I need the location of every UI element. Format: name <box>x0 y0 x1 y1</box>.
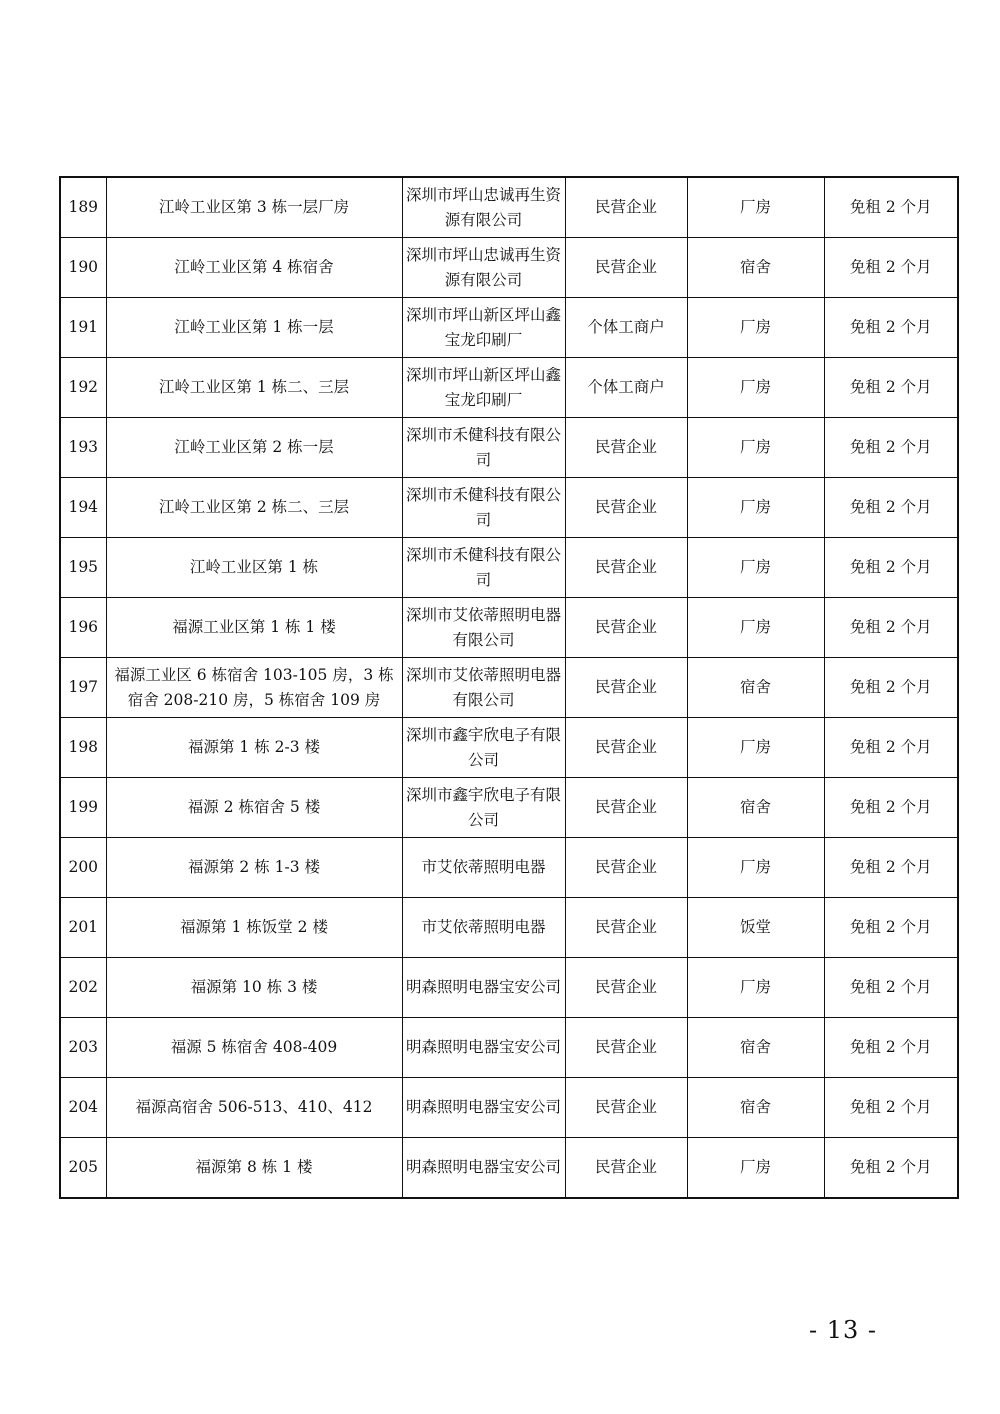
table-row <box>60 418 958 478</box>
cell-enterprise-type: 民营企业 <box>565 177 687 238</box>
cell-usage: 厂房 <box>687 718 824 778</box>
cell-tenant: 明森照明电器宝安公司 <box>402 958 565 1018</box>
cell-tenant: 明森照明电器宝安公司 <box>402 1018 565 1078</box>
cell-location: 江岭工业区第 1 栋一层 <box>106 298 402 358</box>
cell-location: 福源工业区 6 栋宿舍 103-105 房，3 栋宿舍 208-210 房，5 栋宿舍 109 房 <box>106 658 402 718</box>
cell-usage: 宿舍 <box>687 1078 824 1138</box>
cell-location: 福源第 8 栋 1 楼 <box>106 1138 402 1199</box>
cell-usage: 宿舍 <box>687 778 824 838</box>
table-row <box>60 598 958 658</box>
table-row <box>60 177 958 238</box>
cell-enterprise-type: 民营企业 <box>565 658 687 718</box>
cell-rent-relief: 免租 2 个月 <box>824 838 958 898</box>
cell-enterprise-type: 民营企业 <box>565 1018 687 1078</box>
cell-enterprise-type: 民营企业 <box>565 898 687 958</box>
cell-tenant: 深圳市坪山新区坪山鑫宝龙印刷厂 <box>402 358 565 418</box>
cell-usage: 厂房 <box>687 358 824 418</box>
table-row <box>60 238 958 298</box>
table-row <box>60 478 958 538</box>
cell-rent-relief: 免租 2 个月 <box>824 177 958 238</box>
cell-rent-relief: 免租 2 个月 <box>824 1078 958 1138</box>
table-row <box>60 538 958 598</box>
cell-number: 202 <box>60 958 106 1018</box>
cell-usage: 厂房 <box>687 598 824 658</box>
cell-tenant: 深圳市鑫宇欣电子有限公司 <box>402 778 565 838</box>
cell-number: 203 <box>60 1018 106 1078</box>
cell-number: 193 <box>60 418 106 478</box>
rent-relief-table <box>59 176 959 1199</box>
cell-usage: 厂房 <box>687 177 824 238</box>
table-body <box>60 177 958 1198</box>
cell-tenant: 深圳市禾健科技有限公司 <box>402 418 565 478</box>
table-row <box>60 898 958 958</box>
cell-rent-relief: 免租 2 个月 <box>824 598 958 658</box>
cell-number: 196 <box>60 598 106 658</box>
table-row <box>60 778 958 838</box>
cell-enterprise-type: 个体工商户 <box>565 298 687 358</box>
table-row <box>60 958 958 1018</box>
cell-usage: 厂房 <box>687 958 824 1018</box>
cell-rent-relief: 免租 2 个月 <box>824 898 958 958</box>
table-row <box>60 1138 958 1199</box>
cell-number: 201 <box>60 898 106 958</box>
cell-enterprise-type: 民营企业 <box>565 538 687 598</box>
table-row <box>60 718 958 778</box>
cell-tenant: 市艾依蒂照明电器 <box>402 898 565 958</box>
cell-number: 190 <box>60 238 106 298</box>
cell-tenant: 明森照明电器宝安公司 <box>402 1138 565 1199</box>
cell-location: 江岭工业区第 1 栋 <box>106 538 402 598</box>
cell-usage: 厂房 <box>687 1138 824 1199</box>
cell-location: 江岭工业区第 2 栋一层 <box>106 418 402 478</box>
cell-enterprise-type: 民营企业 <box>565 1078 687 1138</box>
cell-enterprise-type: 民营企业 <box>565 418 687 478</box>
cell-number: 191 <box>60 298 106 358</box>
cell-enterprise-type: 民营企业 <box>565 478 687 538</box>
table-row <box>60 1078 958 1138</box>
cell-tenant: 深圳市鑫宇欣电子有限公司 <box>402 718 565 778</box>
cell-usage: 宿舍 <box>687 238 824 298</box>
cell-location: 福源第 10 栋 3 楼 <box>106 958 402 1018</box>
cell-number: 204 <box>60 1078 106 1138</box>
cell-rent-relief: 免租 2 个月 <box>824 718 958 778</box>
cell-rent-relief: 免租 2 个月 <box>824 238 958 298</box>
cell-number: 198 <box>60 718 106 778</box>
cell-usage: 饭堂 <box>687 898 824 958</box>
cell-usage: 宿舍 <box>687 1018 824 1078</box>
cell-rent-relief: 免租 2 个月 <box>824 478 958 538</box>
cell-enterprise-type: 民营企业 <box>565 1138 687 1199</box>
cell-number: 197 <box>60 658 106 718</box>
cell-location: 江岭工业区第 1 栋二、三层 <box>106 358 402 418</box>
cell-number: 199 <box>60 778 106 838</box>
cell-location: 福源 2 栋宿舍 5 楼 <box>106 778 402 838</box>
cell-enterprise-type: 民营企业 <box>565 238 687 298</box>
cell-usage: 厂房 <box>687 838 824 898</box>
cell-usage: 厂房 <box>687 478 824 538</box>
table-row <box>60 358 958 418</box>
cell-location: 江岭工业区第 2 栋二、三层 <box>106 478 402 538</box>
cell-tenant: 深圳市坪山忠诚再生资源有限公司 <box>402 177 565 238</box>
cell-number: 205 <box>60 1138 106 1199</box>
cell-location: 福源第 2 栋 1-3 楼 <box>106 838 402 898</box>
cell-rent-relief: 免租 2 个月 <box>824 658 958 718</box>
cell-usage: 厂房 <box>687 298 824 358</box>
cell-rent-relief: 免租 2 个月 <box>824 1018 958 1078</box>
cell-rent-relief: 免租 2 个月 <box>824 358 958 418</box>
cell-enterprise-type: 民营企业 <box>565 718 687 778</box>
page-number: - 13 - <box>808 1316 877 1344</box>
cell-enterprise-type: 个体工商户 <box>565 358 687 418</box>
cell-tenant: 市艾依蒂照明电器 <box>402 838 565 898</box>
cell-tenant: 深圳市艾依蒂照明电器有限公司 <box>402 598 565 658</box>
cell-enterprise-type: 民营企业 <box>565 958 687 1018</box>
cell-tenant: 深圳市艾依蒂照明电器有限公司 <box>402 658 565 718</box>
cell-rent-relief: 免租 2 个月 <box>824 418 958 478</box>
cell-usage: 宿舍 <box>687 658 824 718</box>
cell-number: 200 <box>60 838 106 898</box>
cell-location: 福源第 1 栋饭堂 2 楼 <box>106 898 402 958</box>
table-row <box>60 658 958 718</box>
cell-enterprise-type: 民营企业 <box>565 778 687 838</box>
cell-location: 江岭工业区第 3 栋一层厂房 <box>106 177 402 238</box>
table-row <box>60 1018 958 1078</box>
cell-rent-relief: 免租 2 个月 <box>824 538 958 598</box>
cell-tenant: 明森照明电器宝安公司 <box>402 1078 565 1138</box>
cell-number: 192 <box>60 358 106 418</box>
table-row <box>60 838 958 898</box>
cell-usage: 厂房 <box>687 418 824 478</box>
cell-location: 福源 5 栋宿舍 408-409 <box>106 1018 402 1078</box>
cell-tenant: 深圳市坪山新区坪山鑫宝龙印刷厂 <box>402 298 565 358</box>
table-row <box>60 298 958 358</box>
cell-rent-relief: 免租 2 个月 <box>824 298 958 358</box>
cell-rent-relief: 免租 2 个月 <box>824 778 958 838</box>
cell-location: 福源工业区第 1 栋 1 楼 <box>106 598 402 658</box>
cell-rent-relief: 免租 2 个月 <box>824 958 958 1018</box>
cell-tenant: 深圳市禾健科技有限公司 <box>402 538 565 598</box>
cell-number: 194 <box>60 478 106 538</box>
cell-tenant: 深圳市坪山忠诚再生资源有限公司 <box>402 238 565 298</box>
cell-number: 195 <box>60 538 106 598</box>
cell-enterprise-type: 民营企业 <box>565 598 687 658</box>
cell-tenant: 深圳市禾健科技有限公司 <box>402 478 565 538</box>
cell-enterprise-type: 民营企业 <box>565 838 687 898</box>
cell-location: 江岭工业区第 4 栋宿舍 <box>106 238 402 298</box>
cell-location: 福源第 1 栋 2-3 楼 <box>106 718 402 778</box>
cell-location: 福源高宿舍 506-513、410、412 <box>106 1078 402 1138</box>
cell-rent-relief: 免租 2 个月 <box>824 1138 958 1199</box>
cell-usage: 厂房 <box>687 538 824 598</box>
cell-number: 189 <box>60 177 106 238</box>
